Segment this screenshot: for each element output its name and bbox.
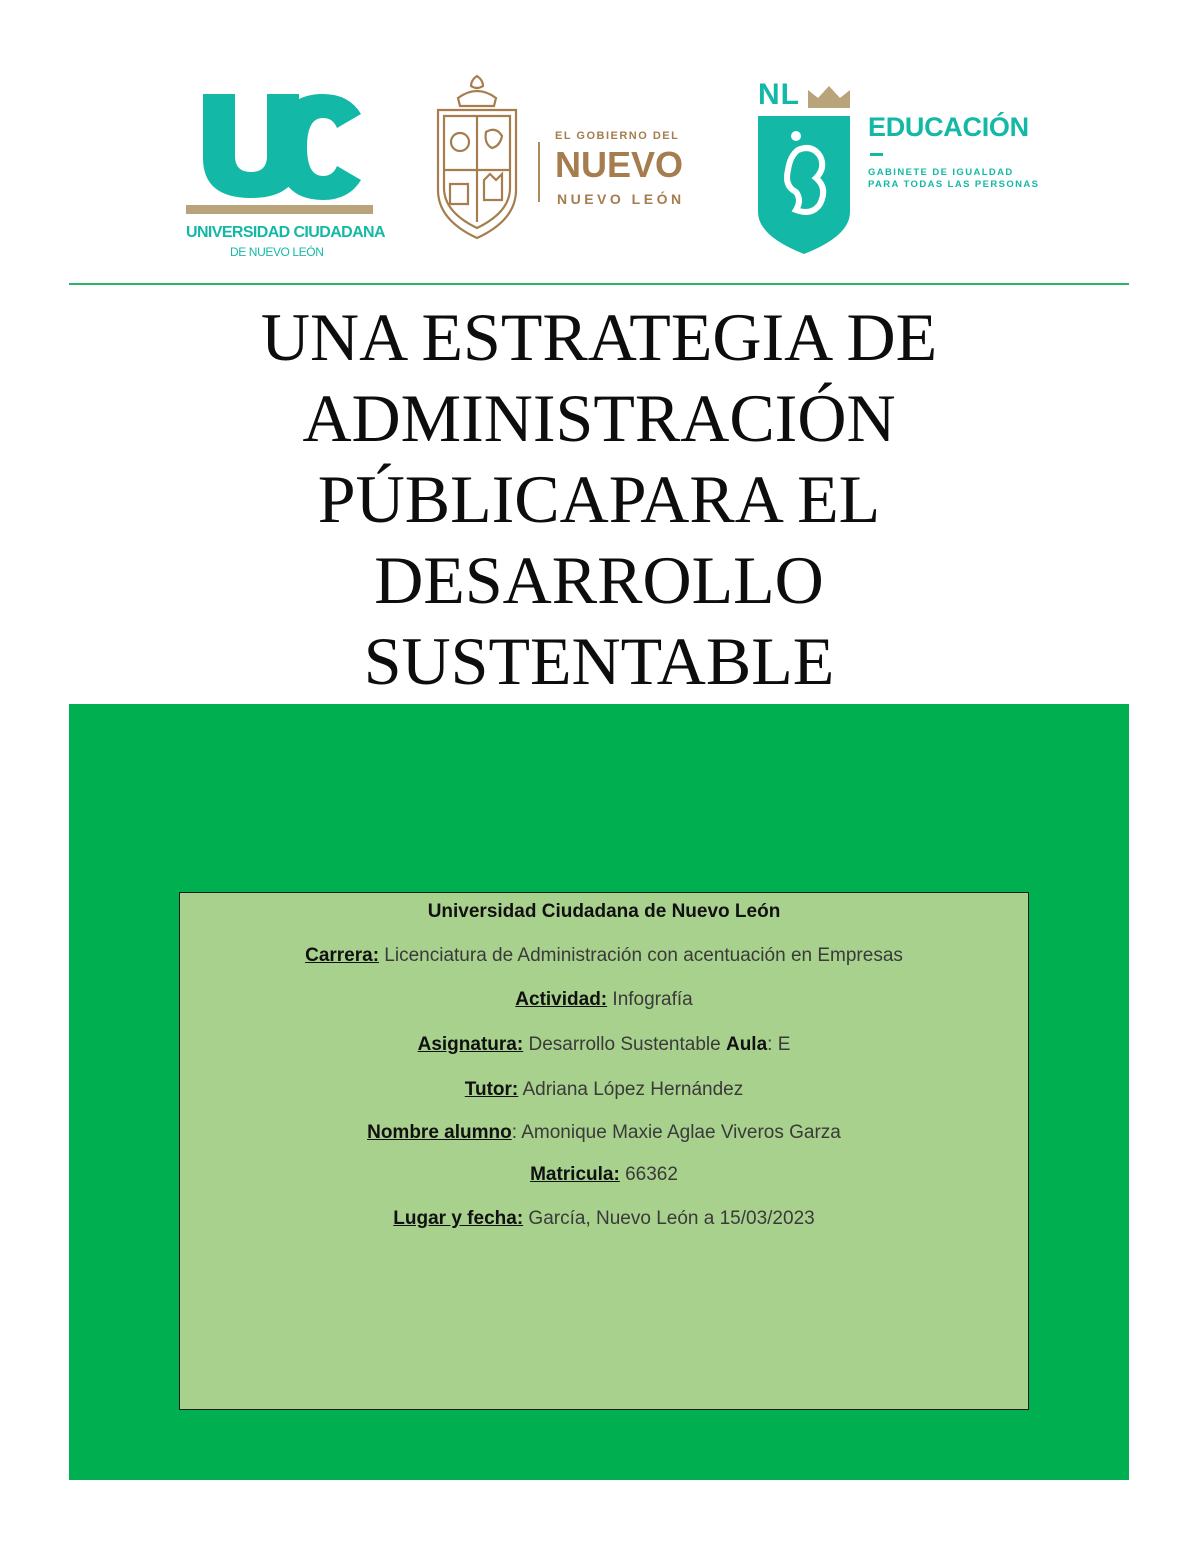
- uc-letters-logo: [183, 92, 383, 202]
- nl-educacion-logo: [756, 80, 1056, 255]
- info-university: [180, 901, 1028, 923]
- gobierno-logo-line3: NUEVO LEÓN: [557, 191, 685, 207]
- title-line: UNA ESTRATEGIA DE: [260, 299, 938, 375]
- uc-logo-name: UNIVERSIDAD CIUDADANA: [186, 224, 385, 241]
- alumno-label: Nombre alumno: [367, 1122, 512, 1143]
- info-actividad: [180, 989, 1028, 1011]
- edu-subtitle-line2: PARA TODAS LAS PERSONAS: [868, 179, 1040, 190]
- document-title: [69, 297, 1129, 702]
- gobierno-logo-line2: NUEVO: [555, 144, 684, 185]
- title-line: DESARROLLO: [374, 542, 824, 618]
- asignatura-label: Asignatura:: [417, 1034, 524, 1055]
- university-name: Universidad Ciudadana de Nuevo León: [427, 901, 781, 922]
- info-lugar-fecha: [180, 1208, 1028, 1230]
- uc-logo: [183, 92, 383, 272]
- gobierno-logo-divider: [538, 142, 540, 202]
- actividad-value: Infografía: [607, 989, 693, 1010]
- aula-label: Aula: [725, 1034, 768, 1055]
- aula-value: : E: [767, 1034, 791, 1055]
- info-tutor: [180, 1079, 1028, 1101]
- tutor-label: Tutor:: [464, 1079, 519, 1100]
- tutor-value: Adriana López Hernández: [518, 1079, 744, 1100]
- info-alumno: [180, 1122, 1028, 1144]
- info-asignatura: [180, 1034, 1028, 1056]
- crown-icon: [806, 84, 852, 110]
- carrera-value: Licenciatura de Administración con acentuación en Empresas: [379, 945, 903, 966]
- gobierno-logo-line1: EL GOBIERNO DEL: [555, 130, 680, 142]
- uc-logo-bar: [186, 205, 373, 214]
- actividad-label: Actividad:: [515, 989, 608, 1010]
- info-box: [179, 892, 1029, 1410]
- edu-dash: [870, 153, 883, 156]
- coat-of-arms-icon: [428, 72, 526, 244]
- lugar-label: Lugar y fecha:: [393, 1208, 524, 1229]
- uc-logo-subname: DE NUEVO LEÓN: [230, 245, 324, 259]
- title-line: ADMINISTRACIÓN: [302, 380, 896, 456]
- title-line: SUSTENTABLE: [363, 623, 835, 699]
- gobierno-logo: [428, 72, 718, 247]
- carrera-label: Carrera:: [305, 945, 380, 966]
- info-carrera: [180, 945, 1028, 967]
- nl-logo-letters: NL: [758, 78, 800, 111]
- lugar-value: García, Nuevo León a 15/03/2023: [523, 1208, 815, 1229]
- matricula-label: Matricula:: [530, 1164, 620, 1185]
- alumno-value: : Amonique Maxie Aglae Viveros Garza: [511, 1122, 841, 1143]
- edu-subtitle-line1: GABINETE DE IGUALDAD: [868, 167, 1014, 178]
- matricula-value: 66362: [619, 1164, 678, 1185]
- header-divider: [69, 283, 1129, 285]
- edu-title: EDUCACIÓN: [868, 112, 1029, 142]
- edu-subtitle: [868, 167, 1039, 191]
- asignatura-value: Desarrollo Sustentable: [523, 1034, 726, 1055]
- shield-icon: [758, 116, 850, 254]
- info-matricula: [180, 1164, 1028, 1186]
- title-line: PÚBLICAPARA EL: [317, 461, 881, 537]
